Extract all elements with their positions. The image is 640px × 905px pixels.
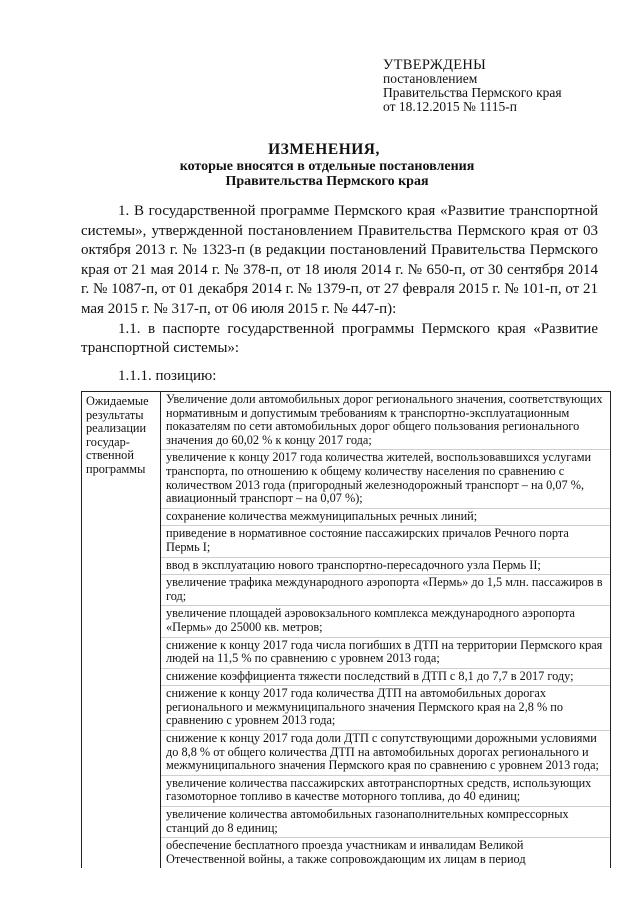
heading-subtitle-1: которые вносятся в отдельные постановления [179,159,475,174]
document-heading [0,141,640,189]
list-item: снижение к концу 2017 года числа погибших в ДТП на территории Пермского края людей на 11,5 % по сравнению с уровнем 2013 года; [161,638,610,669]
list-item: сохранение количества межмуниципальных речных линий; [161,509,610,527]
list-item: снижение к концу 2017 года количества ДТП на автомобильных дорогах регионального и межмуниципального значения Пермского края на 2,8 % по сравнению с уровнем 2013 года; [161,686,610,731]
heading-title: ИЗМЕНЕНИЯ, [268,141,380,158]
table-label-cell: Ожидаемые результаты реализации государ-ственной программы [82,392,161,869]
list-item: увеличение количества пассажирских автотранспортных средств, использующих газомоторное топливо в качестве моторного топлива, до 40 единиц; [161,776,610,807]
table-row [82,392,611,869]
heading-subtitle-2: Правительства Пермского края [225,174,429,189]
approval-line-3: от 18.12.2015 № 1115-п [383,99,517,114]
list-item: ввод в эксплуатацию нового транспортно-пересадочного узла Пермь II; [161,558,610,576]
list-item: увеличение площадей аэровокзального комплекса международного аэропорта «Пермь» до 25000 кв. метров; [161,606,610,637]
list-item: увеличение трафика международного аэропорта «Пермь» до 1,5 млн. пассажиров в год; [161,575,610,606]
list-item: увеличение к концу 2017 года количества жителей, воспользовавшихся услугами транспорта, по отношению к общему количеству населения по сравнению с количеством 2013 года (пригородный железнодорожный транспорт – на 0,07 %, авиационный транспорт – на 0,07 %); [161,450,610,508]
paragraph-2: 1.1. в паспорте государственной программы Пермского края «Развитие транспортной системы»: [81,320,598,357]
paragraph-3: 1.1.1. позицию: [118,367,217,384]
approval-line-2: Правительства Пермского края [383,85,562,100]
document-body [81,202,598,386]
list-item: Увеличение доли автомобильных дорог регионального значения, соответствующих нормативным и допустимым требованиям к транспортно-эксплуатационным показателям по сети автомобильных дорог общего пользования регионального значения до 60,02 % к концу 2017 года; [161,392,610,450]
list-item: приведение в нормативное состояние пассажирских причалов Речного порта Пермь I; [161,526,610,557]
position-table [81,391,611,868]
table-content-cell [161,392,611,869]
list-item: обеспечение бесплатного проезда участникам и инвалидам Великой Отечественной войны, а также сопровождающим их лицам в период [166,838,526,866]
list-item: увеличение количества автомобильных газонаполнительных компрессорных станций до 8 единиц; [161,807,610,838]
paragraph-1: 1. В государственной программе Пермского края «Развитие транспортной системы», утвержденной постановлением Правительства Пермского края от 03 октября 2013 г. № 1323-п (в редакции постановлений Правительства Пермского края от 21 мая 2014 г. № 378-п, от 18 июля 2014 г. № 650-п, от 30 сентября 2014 г. № 1087-п, от 01 декабря 2014 г. № 1379-п, от 27 февраля 2015 г. № 101-п, от 21 мая 2015 г. № 317-п, от 06 июля 2015 г. № 447-п): [81,203,598,317]
approval-title: УТВЕРЖДЕНЫ [383,57,487,73]
approval-stamp [383,58,633,114]
list-item: снижение к концу 2017 года доли ДТП с сопутствующими дорожными условиями до 8,8 % от общего количества ДТП на автомобильных дорогах регионального и межмуниципального значения Пермского края по сравнению с уровнем 2013 года; [161,731,610,776]
list-item: снижение коэффициента тяжести последствий в ДТП с 8,1 до 7,7 в 2017 году; [161,669,610,687]
approval-line-1: постановлением [383,71,478,86]
